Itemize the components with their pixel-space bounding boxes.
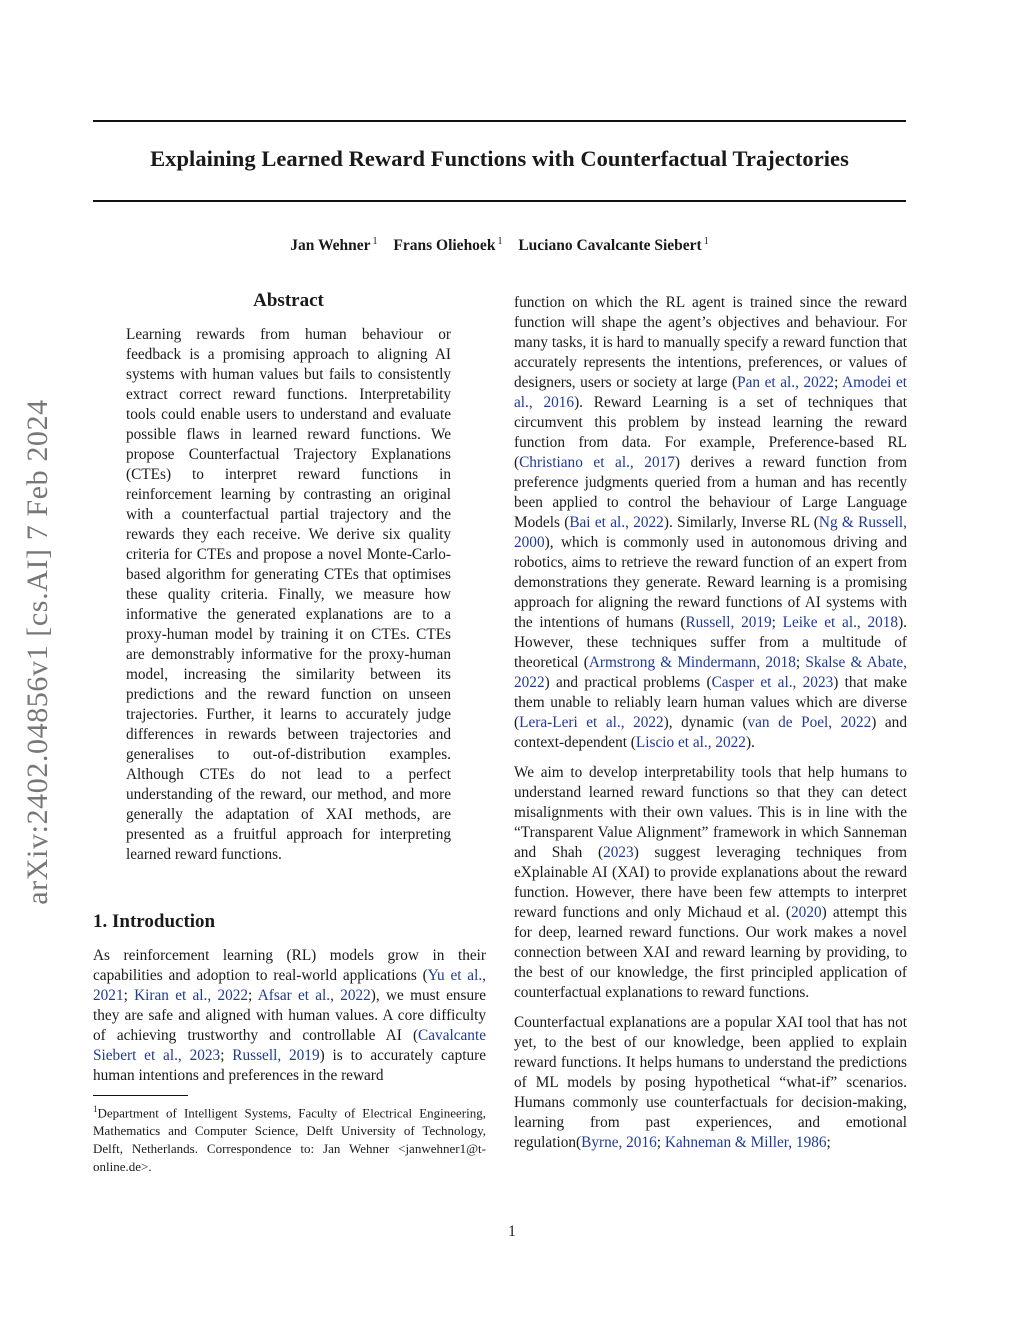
author-name: Frans Oliehoek (393, 237, 496, 255)
paragraph-text: ) derives a reward function from preference judgments queried from a human and has recently been applied to control the behaviour of Large Language Models ( (514, 454, 907, 531)
right-paragraph-3 (514, 1013, 907, 1153)
paragraph-text: ; (123, 987, 135, 1004)
affiliation-mark: 1 (372, 236, 378, 247)
paragraph-text: As reinforcement learning (RL) models grow in their capabilities and adoption to real-world applications ( (93, 947, 486, 984)
author-2 (393, 237, 502, 254)
paragraph-text: We aim to develop interpretability tools that help humans to understand learned reward functions so that they can detect misalignments with their own values. This is in line with the “Transparent Value Alignment” framework in which Sanneman and Shah ( (514, 764, 907, 861)
title-rule-bottom (93, 200, 906, 202)
citation-link[interactable]: Russell, 2019 (685, 614, 772, 631)
paragraph-text: ; (248, 987, 258, 1004)
author-list (93, 236, 906, 255)
arxiv-stamp (21, 372, 55, 932)
citation-link[interactable]: Yu et al., 2021 (93, 967, 486, 1004)
citation-link[interactable]: Armstrong & Mindermann, 2018 (588, 654, 796, 671)
paragraph-text: ), which is commonly used in autonomous driving and robotics, aims to retrieve the reward function of an expert from demonstrations they generate. Reward learning is a promising approach for aligning the reward functions of AI systems with the intentions of humans ( (514, 534, 907, 631)
title-rule-top (93, 120, 906, 122)
paragraph-text: ; (834, 374, 843, 391)
author-name: Jan Wehner (290, 237, 371, 255)
right-paragraph-2 (514, 763, 907, 1003)
citation-link[interactable]: 2023 (603, 844, 634, 861)
page-number: 1 (508, 1223, 516, 1240)
paragraph-text: function on which the RL agent is trained since the reward function will shape the agent’s objectives and behaviour. For many tasks, it is hard to manually specify a reward function that accurately represents the intentions, preferences, or values of designers, users or society at large ( (514, 294, 907, 391)
footnote-text: Department of Intelligent Systems, Faculty of Electrical Engineering, Mathematics and Computer Science, Delft University of Technology, Delft, Netherlands. Correspondence to: Jan Wehner <janwehner1@t-online.de>. (93, 1105, 486, 1175)
introduction-paragraph-1 (93, 946, 486, 1086)
citation-link[interactable]: Lera-Leri et al., 2022 (519, 714, 664, 731)
paragraph-text: ) suggest leveraging techniques from eXplainable AI (XAI) to provide explanations about the reward function. However, there have been few attempts to interpret reward functions and only Michaud et al. ( (514, 844, 907, 921)
affiliation-mark: 1 (703, 236, 709, 247)
paragraph-text: ). However, these techniques suffer from a multitude of theoretical ( (514, 614, 907, 671)
paragraph-text: ) that make them unable to reliably learn human values which are diverse ( (514, 674, 907, 731)
right-paragraph-1 (514, 293, 907, 753)
paragraph-text: ), dynamic ( (663, 714, 748, 731)
paragraph-text: ) attempt this for deep, learned reward functions. Our work makes a novel connection between XAI and reward learning by providing, to the best of our knowledge, the first principled application of counterfactual explanations to reward functions. (514, 904, 907, 1001)
paragraph-text: ) and context-dependent ( (514, 714, 907, 751)
paper-title: Explaining Learned Reward Functions with Counterfactual Trajectories (150, 146, 849, 171)
citation-link[interactable]: Casper et al., 2023 (711, 674, 834, 691)
paragraph-text: ; (795, 654, 806, 671)
paragraph-text: ; (826, 1134, 831, 1151)
footnote-rule (93, 1095, 188, 1096)
author-1 (290, 237, 377, 254)
abstract-text: Learning rewards from human behaviour or feedback is a promising approach to aligning AI systems with human values but fails to consistently extract correct reward functions. Interpretability tools could enable users to understand and evaluate possible flaws in learned reward functions. We propose Counterfactual Trajectory Explanations (CTEs) to interpret reward functions in reinforcement learning by contrasting an original with a counterfactual partial trajectory and the rewards they each receive. We derive six quality criteria for CTEs and propose a novel Monte-Carlo-based algorithm for generating CTEs that optimises these quality criteria. Finally, we measure how informative the generated explanations are to a proxy-human model by training it on CTEs. CTEs are demonstrably informative for the proxy-human model, increasing the similarity between its predictions and the reward function on unseen trajectories. Further, it learns to accurately judge differences in rewards between trajectories and generalises to out-of-distribution examples. Although CTEs do not lead to a perfect understanding of the reward, our method, and more generally the adaptation of XAI methods, are presented as a fruitful approach for interpreting learned reward functions. (126, 326, 451, 863)
paragraph-text: ). Similarly, Inverse RL ( (663, 514, 819, 531)
introduction-heading: 1. Introduction (93, 911, 216, 932)
citation-link[interactable]: 2020 (791, 904, 822, 921)
citation-link[interactable]: Bai et al., 2022 (569, 514, 664, 531)
right-column (514, 293, 907, 1163)
citation-link[interactable]: Kahneman & Miller, 1986 (664, 1134, 827, 1151)
paragraph-text: ), we must ensure they are safe and aligned with human values. A core difficulty of achieving trustworthy and controllable AI ( (93, 987, 487, 1044)
footnote-mark: 1 (93, 1104, 98, 1114)
author-3 (518, 237, 708, 254)
citation-link[interactable]: Liscio et al., 2022 (635, 734, 746, 751)
citation-link[interactable]: Kiran et al., 2022 (134, 987, 249, 1004)
affiliation-mark: 1 (497, 236, 503, 247)
paragraph-text: ; (220, 1047, 233, 1064)
paragraph-text: ). (745, 734, 755, 751)
paragraph-text: ; (656, 1134, 665, 1151)
citation-link[interactable]: Cavalcante Siebert et al., 2023 (93, 1027, 486, 1064)
paragraph-text: ) and practical problems ( (544, 674, 712, 691)
citation-link[interactable]: Christiano et al., 2017 (519, 454, 675, 471)
citation-link[interactable]: Amodei et al., 2016 (514, 374, 908, 411)
citation-link[interactable]: Byrne, 2016 (581, 1134, 657, 1151)
footnote (93, 1100, 486, 1176)
abstract-heading: Abstract (253, 290, 324, 311)
paragraph-text: ) is to accurately capture human intentions and preferences in the reward (93, 1047, 487, 1084)
citation-link[interactable]: Skalse & Abate, 2022 (514, 654, 908, 691)
citation-link[interactable]: Leike et al., 2018 (782, 614, 899, 631)
citation-link[interactable]: Pan et al., 2022 (737, 374, 835, 391)
paragraph-text: Counterfactual explanations are a popular XAI tool that has not yet, to the best of our knowledge, been applied to explain reward functions. It helps humans to understand the predictions of ML models by posing hypothetical “what-if” scenarios. Humans commonly use counterfactuals for decision-making, learning from past experiences, and emotional regulation( (514, 1014, 907, 1151)
citation-link[interactable]: Russell, 2019 (232, 1047, 320, 1064)
citation-link[interactable]: Ng & Russell, 2000 (514, 514, 908, 551)
citation-link[interactable]: Afsar et al., 2022 (257, 987, 371, 1004)
author-name: Luciano Cavalcante Siebert (518, 237, 702, 255)
paragraph-text: ). Reward Learning is a set of techniques that circumvent this problem by instead learning the reward function from data. For example, Preference-based RL ( (514, 394, 907, 471)
paragraph-text: ; (771, 614, 783, 631)
citation-link[interactable]: van de Poel, 2022 (747, 714, 872, 731)
arxiv-stamp-text: arXiv:2402.04856v1 [cs.AI] 7 Feb 2024 (21, 399, 54, 905)
